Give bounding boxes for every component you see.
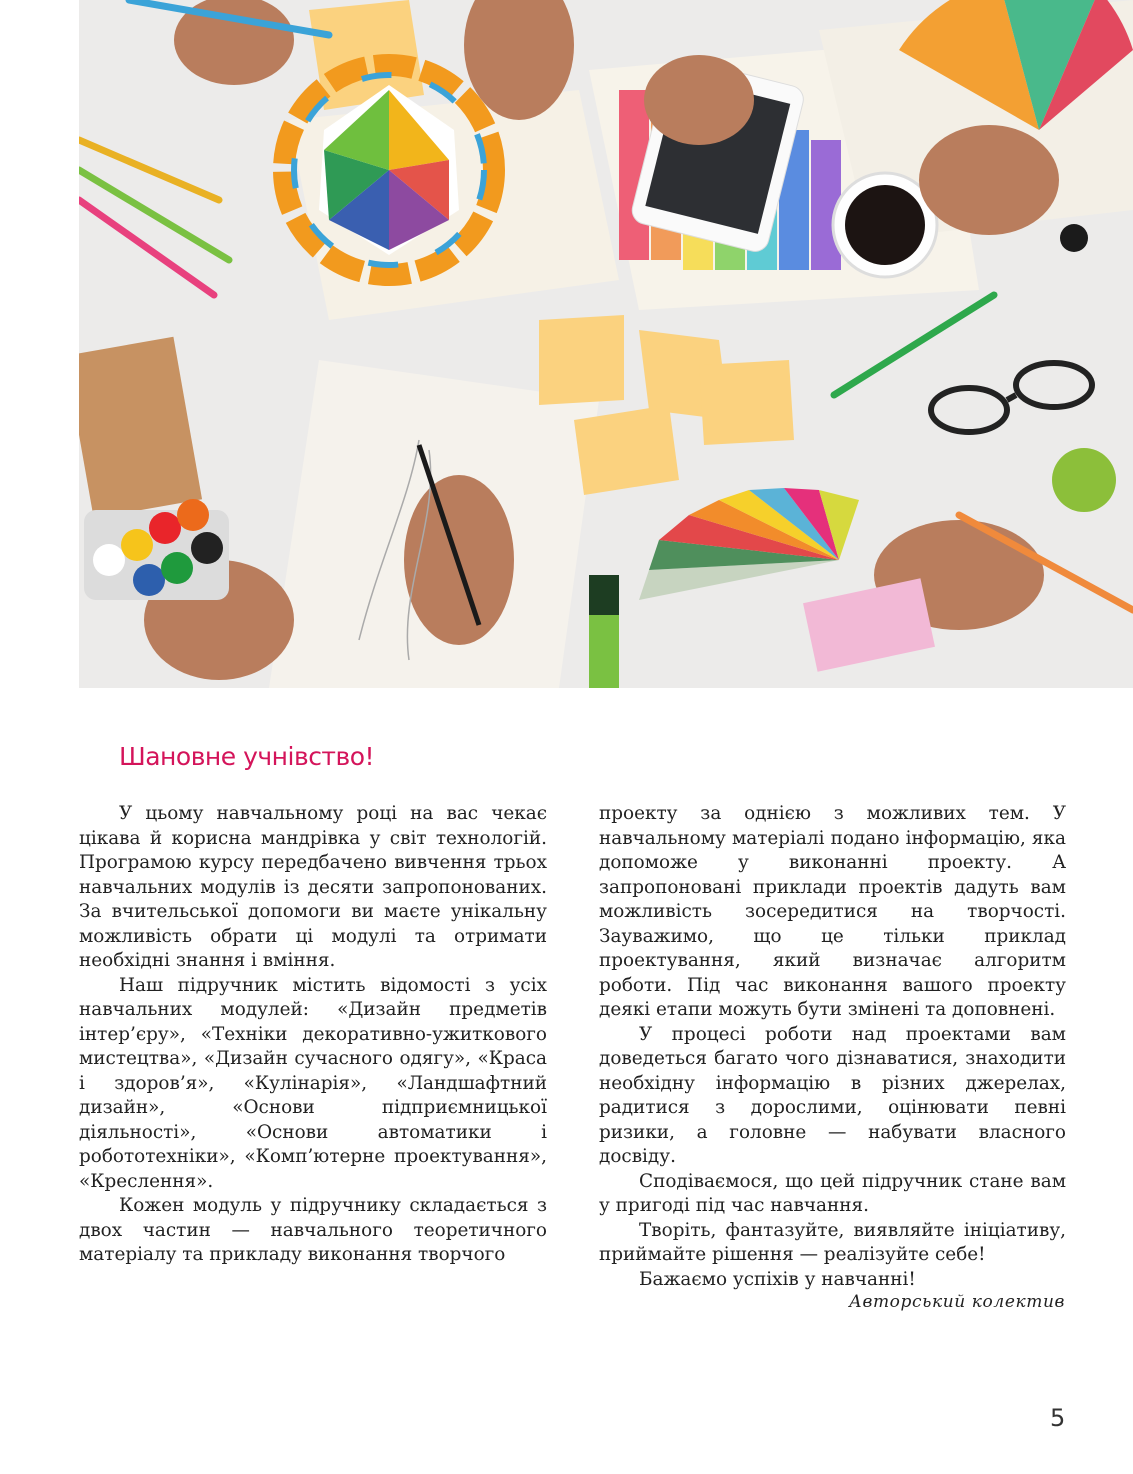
paragraph: У цьому навчальному році на вас чекає цікава й корисна мандрівка у світ технологій. Програмою курсу передбачено вивчення трьох навчальних модулів із десяти запропонованих. За вчительської допомоги ви маєте унікальну можливість обрати ці модулі та отримати необхідні знання і вміння.: [79, 803, 547, 971]
paragraph: Наш підручник містить відомості з усіх навчальних модулей: «Дизайн предметів інтер’єру», «Техніки декоративно-ужиткового мистецтва», «Дизайн сучасного одягу», «Краса і здоров’я», «Кулінарія», «Ландшафтний дизайн», «Основи підприємницької діяльності», «Основи автоматики і робототехніки», «Комп’ютерне проектування», «Креслення».: [79, 974, 547, 1192]
paragraph: Бажаємо успіхів у навчанні!: [639, 1268, 916, 1290]
text-column-left: [79, 802, 547, 1268]
paragraph: проекту за однією з можливих тем. У навчальному матеріалі подано інформацію, яка допоможе у виконанні проекту. А запропоновані приклади проектів дадуть вам можливість зосередитися на творчості. Зауважимо, що це тільки приклад проектування, який визначає алгоритм роботи. Під час виконання вашого проекту деякі етапи можуть бути змінені та доповнені.: [599, 803, 1066, 1020]
page-heading: Шановне учнівство!: [119, 742, 375, 771]
page-number: 5: [1050, 1404, 1066, 1432]
paragraph: Творіть, фантазуйте, виявляйте ініціативу, приймайте рішення — реалізуйте себе!: [599, 1219, 1066, 1265]
text-column-right: [599, 802, 1066, 1292]
paragraph: Кожен модуль у підручнику складається з двох частин — навчального теоретичного матеріалу та прикладу виконання творчого: [79, 1195, 547, 1265]
cover-photo-design-workspace: [79, 0, 1133, 688]
succulent-plant: [1052, 448, 1116, 512]
paragraph: Сподіваємося, що цей підручник стане вам у пригоді під час навчання.: [599, 1170, 1066, 1216]
paint-pots: [84, 499, 229, 600]
paragraph: У процесі роботи над проектами вам доведеться багато чого дізнаватися, знаходити необхідну інформацію в різних джерелах, радитися з дорослими, оцінювати певні ризики, а головне — набувати власного досвіду.: [599, 1023, 1066, 1167]
author-signature: Авторський колектив: [848, 1292, 1065, 1312]
design-desk-illustration: [79, 0, 1133, 688]
